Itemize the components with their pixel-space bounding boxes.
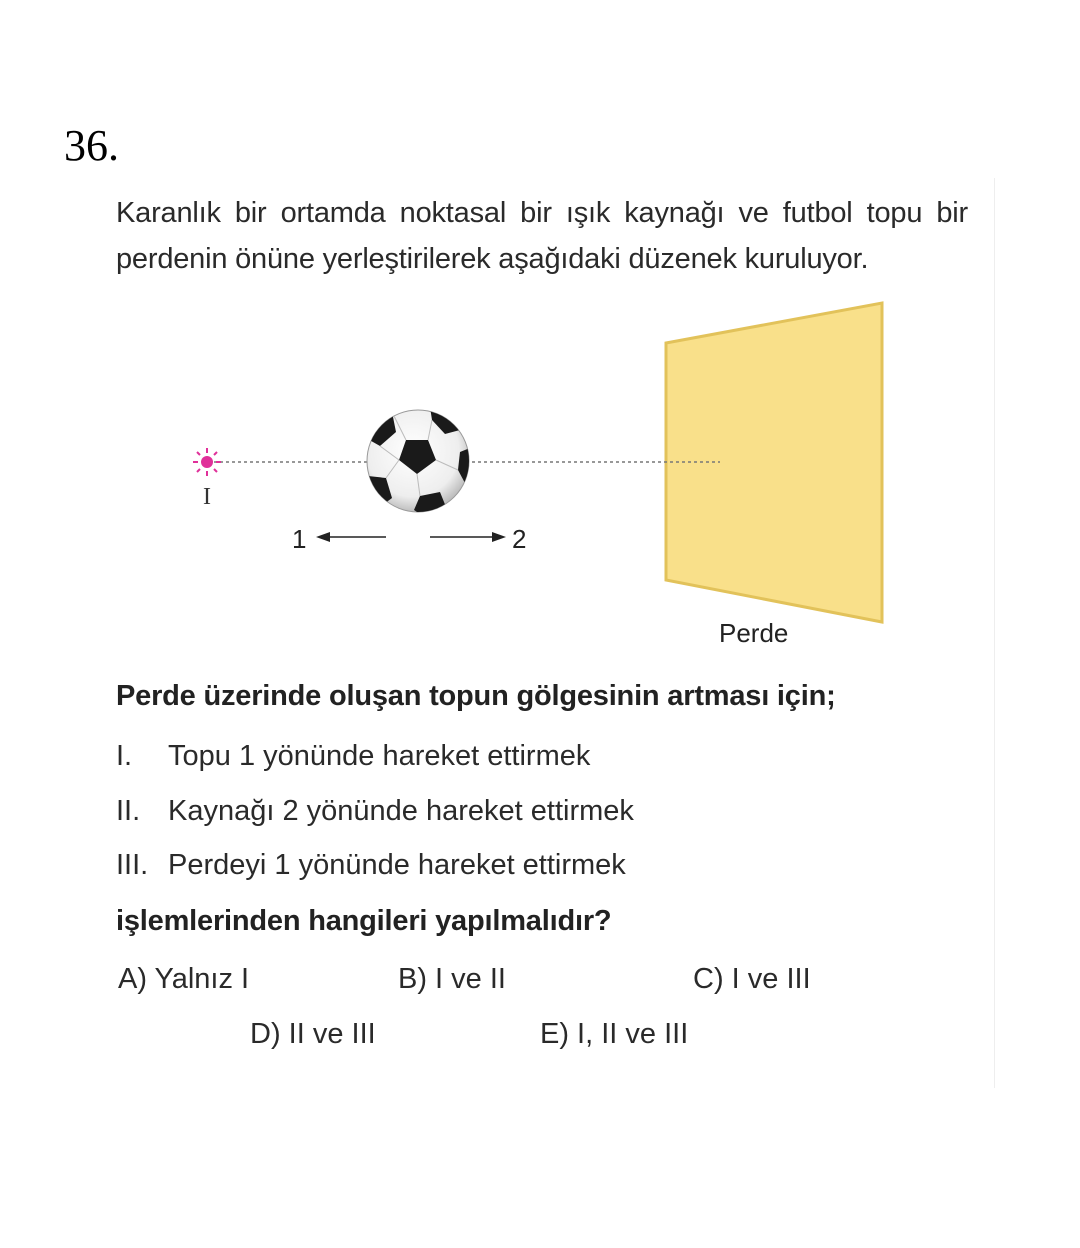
option-b[interactable]: B) I ve II	[398, 963, 506, 995]
page-edge-divider	[994, 178, 995, 1088]
light-source-icon	[193, 448, 221, 476]
option-d[interactable]: D) II ve III	[250, 1018, 376, 1050]
arrow-direction-2	[430, 532, 506, 542]
arrow-2-label: 2	[512, 524, 527, 554]
statement-3-text: Perdeyi 1 yönünde hareket ettirmek	[168, 849, 626, 881]
option-a[interactable]: A) Yalnız I	[118, 963, 250, 995]
option-c[interactable]: C) I ve III	[693, 963, 811, 995]
question-number: 36.	[64, 121, 119, 170]
screen-shape	[666, 303, 882, 622]
statement-2-text: Kaynağı 2 yönünde hareket ettirmek	[168, 795, 634, 827]
football-icon	[362, 407, 478, 518]
arrow-1-label: 1	[292, 524, 307, 554]
question-prompt: Perde üzerinde oluşan topun gölgesinin artması için;	[116, 680, 836, 712]
statement-1	[116, 740, 590, 773]
source-label: I	[203, 484, 211, 510]
statement-3-roman: III.	[116, 849, 149, 881]
screen-label: Perde	[719, 618, 789, 648]
statement-2	[116, 795, 634, 828]
statement-2-roman: II.	[116, 795, 141, 827]
statement-1-roman: I.	[116, 740, 133, 772]
statement-3	[116, 849, 626, 882]
arrow-direction-1	[316, 532, 386, 542]
option-e[interactable]: E) I, II ve III	[540, 1018, 689, 1050]
question-intro: Karanlık bir ortamda noktasal bir ışık kaynağı ve futbol topu bir perdenin önüne yerleştirilerek aşağıdaki düzenek kuruluyor.	[116, 197, 968, 275]
question-closing: işlemlerinden hangileri yapılmalıdır?	[116, 905, 612, 937]
statement-1-text: Topu 1 yönünde hareket ettirmek	[168, 740, 591, 772]
